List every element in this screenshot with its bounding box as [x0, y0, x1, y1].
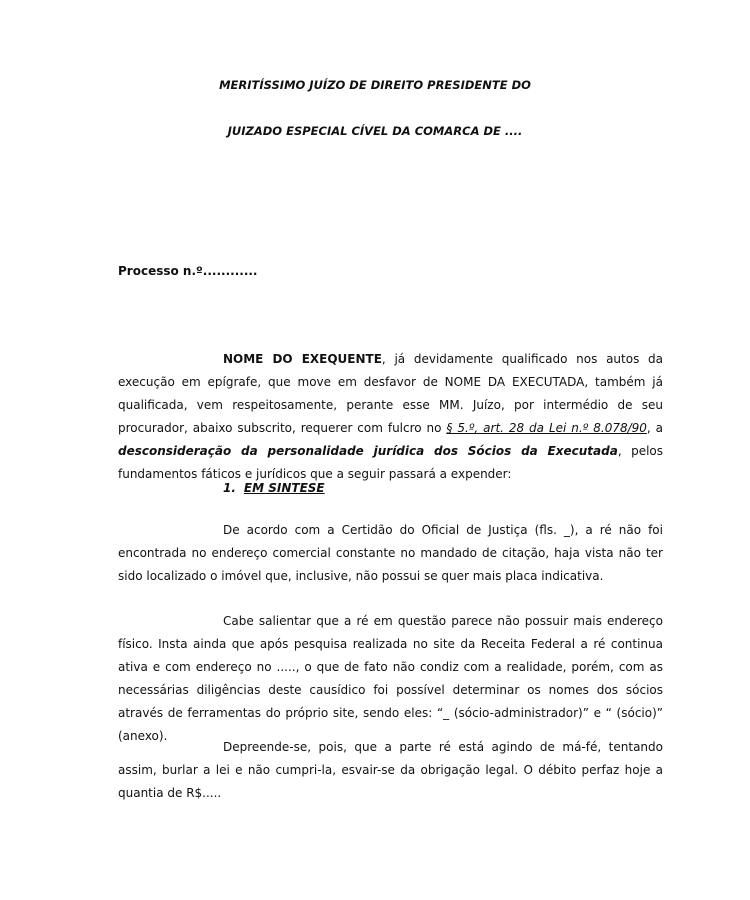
paragraph-certidao: De acordo com a Certidão do Oficial de Justiça (fls. _), a ré não foi encontrada no endereço comercial constante no mandado de citação, haja vista não ter sido localizado o imóvel que, inclusive, não possui se quer mais placa indicativa.	[118, 523, 663, 583]
heading-line-2: JUIZADO ESPECIAL CÍVEL DA COMARCA DE ....	[227, 124, 523, 138]
intro-text-c: , pelos fundamentos fáticos e jurídicos que a seguir passará a expender:	[118, 444, 664, 481]
paragraph-ma-fe: Depreende-se, pois, que a parte ré está agindo de má-fé, tentando assim, burlar a lei e não cumpri-la, esvair-se da obrigação legal. O débito perfaz hoje a quantia de R$.....	[118, 740, 663, 800]
request-text: desconsideração da personalidade jurídica dos Sócios da Executada	[118, 444, 618, 458]
section-title: EM SINTESE	[243, 481, 325, 495]
process-number: Processo n.º............	[118, 264, 258, 278]
law-reference: § 5.º, art. 28 da Lei n.º 8.078/90	[446, 421, 647, 435]
intro-text-a: , já devidamente qualificado nos autos da execução em epígrafe, que move em desfavor de NOME DA EXECUTADA, também já qualificada, vem respeitosamente, perante esse MM. Juízo, por intermédio de seu procurador, abaixo subscrito, requerer com fulcro no	[118, 352, 664, 435]
intro-text-b: , a	[646, 421, 664, 435]
section-number: 1.	[223, 481, 236, 495]
plaintiff-name: NOME DO EXEQUENTE	[223, 352, 382, 366]
paragraph-endereco: Cabe salientar que a ré em questão parece não possuir mais endereço físico. Insta ainda que após pesquisa realizada no site da Receita Federal a ré continua ativa e com endereço no ....., o que de fato não condiz com a realidade, porém, com as necessárias diligências deste causídico foi possível determinar os nomes dos sócios através de ferramentas do próprio site, sendo eles: “_ (sócio-administrador)” e “ (sócio)” (anexo).	[118, 614, 663, 743]
heading-line-1: MERITÍSSIMO JUÍZO DE DIREITO PRESIDENTE DO	[219, 78, 531, 92]
intro-paragraph	[118, 348, 663, 486]
section-heading	[223, 481, 325, 495]
